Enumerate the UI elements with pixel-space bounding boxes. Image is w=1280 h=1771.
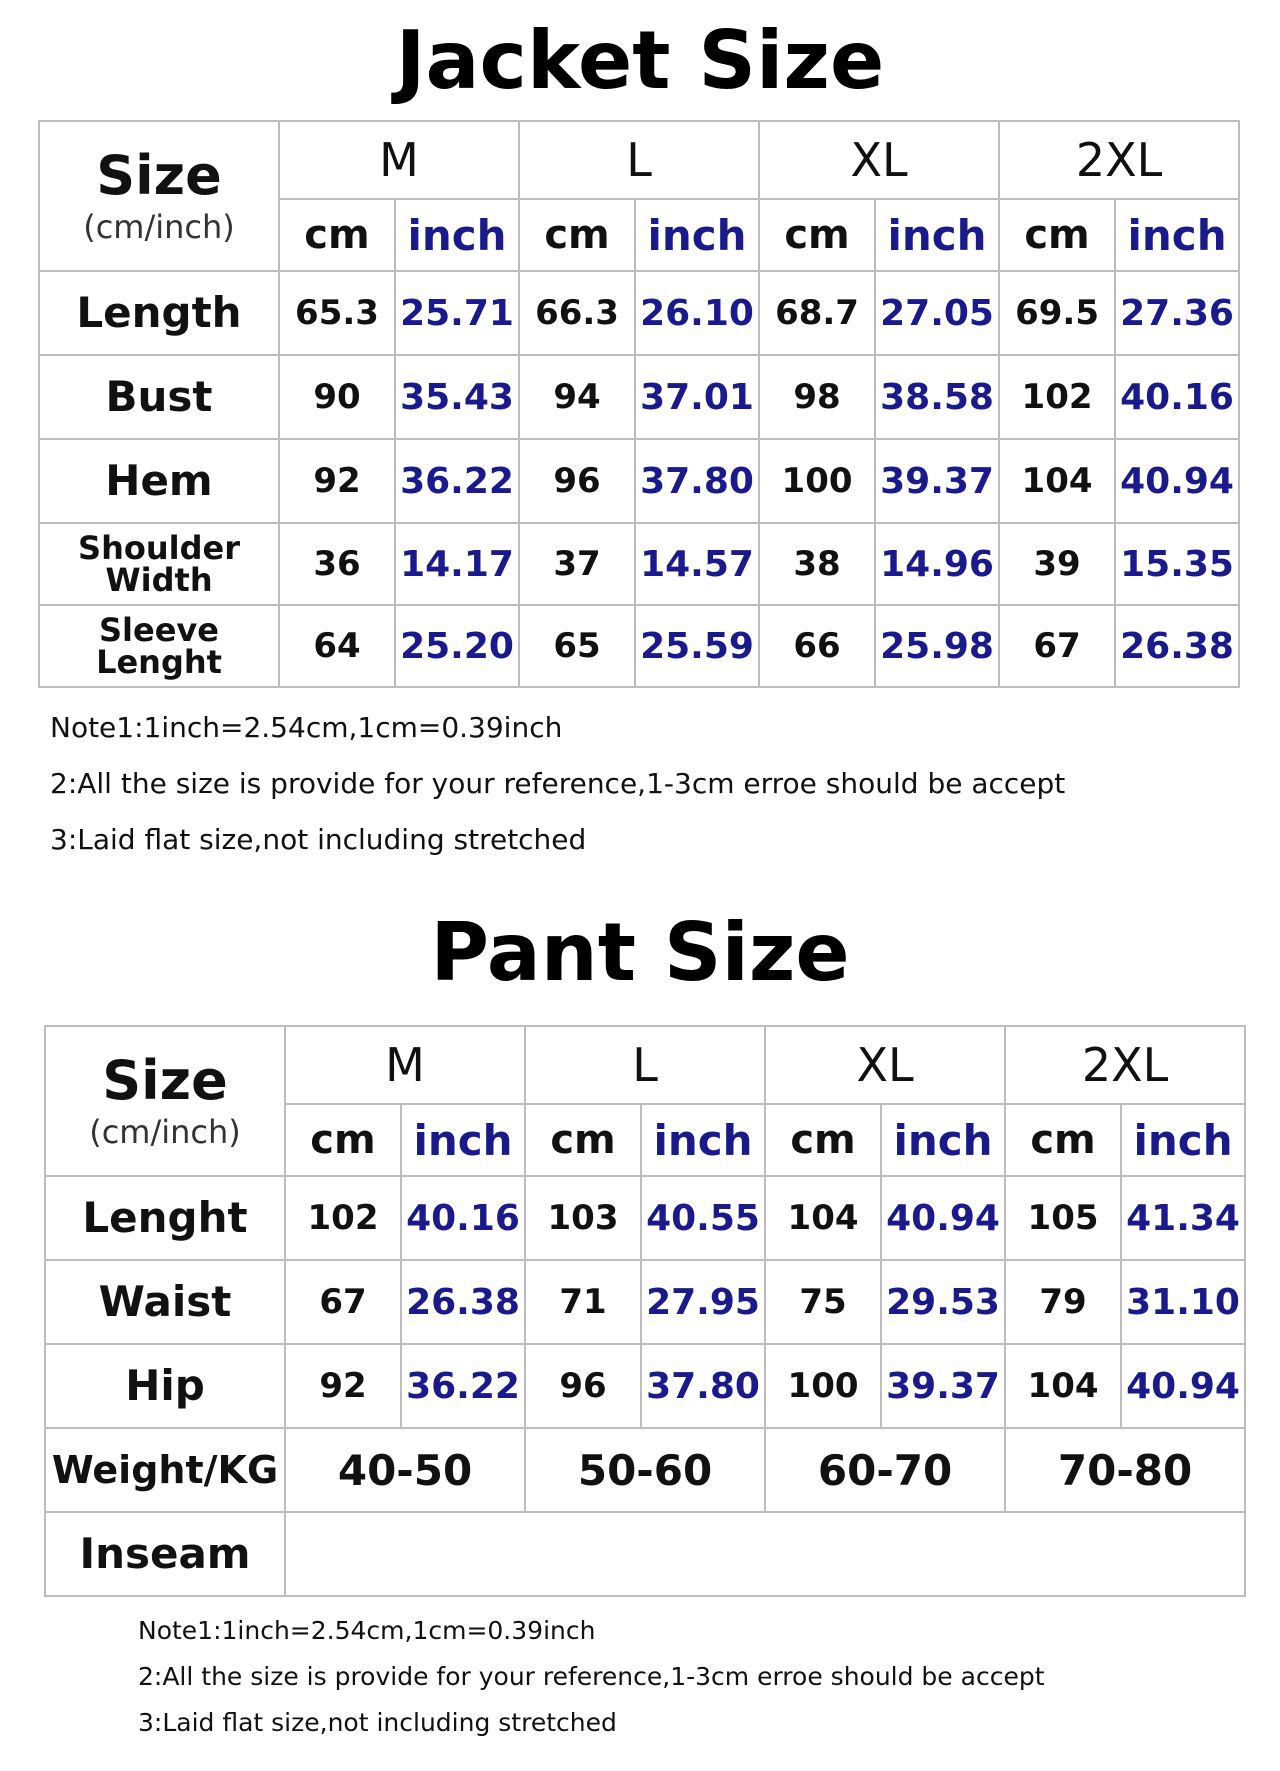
inch-value: 14.17 xyxy=(395,523,519,605)
cm-value: 92 xyxy=(279,439,395,523)
cm-value: 105 xyxy=(1005,1176,1121,1260)
size-header-cell xyxy=(45,1026,285,1176)
note-line: 3:Laid flat size,not including stretched xyxy=(138,1708,617,1737)
row-label: Weight/KG xyxy=(45,1428,285,1512)
size-unit-label: (cm/inch) xyxy=(83,207,235,246)
inch-value: 25.20 xyxy=(395,605,519,687)
size-header-cell xyxy=(39,121,279,271)
inch-value: 39.37 xyxy=(881,1344,1005,1428)
note-line: Note1:1inch=2.54cm,1cm=0.39inch xyxy=(138,1616,596,1645)
size-column-m: M xyxy=(279,121,519,199)
cm-value: 65.3 xyxy=(279,271,395,355)
cm-value: 67 xyxy=(999,605,1115,687)
inch-value: 26.10 xyxy=(635,271,759,355)
row-label: Length xyxy=(39,271,279,355)
unit-cm-header: cm xyxy=(759,199,875,271)
table-row xyxy=(39,439,1239,523)
cm-value: 67 xyxy=(285,1260,401,1344)
cm-value: 38 xyxy=(759,523,875,605)
cm-value: 92 xyxy=(285,1344,401,1428)
inch-value: 31.10 xyxy=(1121,1260,1245,1344)
size-header-label: Size xyxy=(96,143,222,207)
note-line: 2:All the size is provide for your reference,1-3cm erroe should be accept xyxy=(138,1662,1045,1691)
table-row xyxy=(39,605,1239,687)
pant-size-title: Pant Size xyxy=(430,906,850,999)
table-row xyxy=(45,1260,1245,1344)
inch-value: 40.16 xyxy=(401,1176,525,1260)
table-row xyxy=(45,1176,1245,1260)
row-label: Hip xyxy=(45,1344,285,1428)
size-column-m: M xyxy=(285,1026,525,1104)
table-row xyxy=(45,1344,1245,1428)
cm-value: 103 xyxy=(525,1176,641,1260)
inch-value: 27.05 xyxy=(875,271,999,355)
unit-cm-header: cm xyxy=(519,199,635,271)
row-label: Shoulder Width xyxy=(39,523,279,605)
inch-value: 40.94 xyxy=(1115,439,1239,523)
weight-value: 60-70 xyxy=(765,1428,1005,1512)
weight-value: 70-80 xyxy=(1005,1428,1245,1512)
cm-value: 36 xyxy=(279,523,395,605)
inch-value: 40.94 xyxy=(1121,1344,1245,1428)
unit-cm-header: cm xyxy=(765,1104,881,1176)
inch-value: 39.37 xyxy=(875,439,999,523)
inch-value: 36.22 xyxy=(395,439,519,523)
unit-inch-header: inch xyxy=(881,1104,1005,1176)
cm-value: 102 xyxy=(999,355,1115,439)
unit-cm-header: cm xyxy=(279,199,395,271)
inch-value: 40.16 xyxy=(1115,355,1239,439)
unit-inch-header: inch xyxy=(641,1104,765,1176)
cm-value: 75 xyxy=(765,1260,881,1344)
cm-value: 104 xyxy=(999,439,1115,523)
inch-value: 14.57 xyxy=(635,523,759,605)
size-column-xl: XL xyxy=(765,1026,1005,1104)
unit-inch-header: inch xyxy=(1121,1104,1245,1176)
cm-value: 69.5 xyxy=(999,271,1115,355)
inch-value: 37.80 xyxy=(635,439,759,523)
size-column-l: L xyxy=(519,121,759,199)
row-label: Inseam xyxy=(45,1512,285,1596)
pant-size-table xyxy=(44,1025,1246,1597)
table-row xyxy=(39,355,1239,439)
inch-value: 40.55 xyxy=(641,1176,765,1260)
inch-value: 27.36 xyxy=(1115,271,1239,355)
inch-value: 26.38 xyxy=(1115,605,1239,687)
pant-notes xyxy=(138,1616,1045,1754)
unit-cm-header: cm xyxy=(525,1104,641,1176)
cm-value: 98 xyxy=(759,355,875,439)
cm-value: 100 xyxy=(765,1344,881,1428)
cm-value: 71 xyxy=(525,1260,641,1344)
row-label: Waist xyxy=(45,1260,285,1344)
table-row xyxy=(39,271,1239,355)
cm-value: 66 xyxy=(759,605,875,687)
size-column-l: L xyxy=(525,1026,765,1104)
cm-value: 104 xyxy=(1005,1344,1121,1428)
inch-value: 36.22 xyxy=(401,1344,525,1428)
row-label: Lenght xyxy=(45,1176,285,1260)
cm-value: 37 xyxy=(519,523,635,605)
unit-inch-header: inch xyxy=(875,199,999,271)
cm-value: 90 xyxy=(279,355,395,439)
unit-inch-header: inch xyxy=(395,199,519,271)
jacket-size-title: Jacket Size xyxy=(395,14,885,107)
cm-value: 39 xyxy=(999,523,1115,605)
cm-value: 100 xyxy=(759,439,875,523)
inch-value: 37.01 xyxy=(635,355,759,439)
cm-value: 64 xyxy=(279,605,395,687)
size-column-2xl: 2XL xyxy=(1005,1026,1245,1104)
inseam-value-cell xyxy=(285,1512,1245,1596)
inch-value: 40.94 xyxy=(881,1176,1005,1260)
size-unit-label: (cm/inch) xyxy=(89,1112,241,1151)
inch-value: 41.34 xyxy=(1121,1176,1245,1260)
cm-value: 65 xyxy=(519,605,635,687)
table-row xyxy=(39,523,1239,605)
inch-value: 35.43 xyxy=(395,355,519,439)
cm-value: 104 xyxy=(765,1176,881,1260)
inch-value: 14.96 xyxy=(875,523,999,605)
weight-value: 50-60 xyxy=(525,1428,765,1512)
inch-value: 37.80 xyxy=(641,1344,765,1428)
cm-value: 66.3 xyxy=(519,271,635,355)
unit-inch-header: inch xyxy=(635,199,759,271)
cm-value: 94 xyxy=(519,355,635,439)
cm-value: 102 xyxy=(285,1176,401,1260)
note-line: 2:All the size is provide for your reference,1-3cm erroe should be accept xyxy=(50,767,1066,800)
size-header-label: Size xyxy=(102,1048,228,1112)
unit-inch-header: inch xyxy=(401,1104,525,1176)
inch-value: 27.95 xyxy=(641,1260,765,1344)
note-line: Note1:1inch=2.54cm,1cm=0.39inch xyxy=(50,711,563,744)
jacket-size-table xyxy=(38,120,1240,688)
weight-row xyxy=(45,1428,1245,1512)
cm-value: 79 xyxy=(1005,1260,1121,1344)
row-label: Bust xyxy=(39,355,279,439)
inch-value: 38.58 xyxy=(875,355,999,439)
size-column-xl: XL xyxy=(759,121,999,199)
inch-value: 29.53 xyxy=(881,1260,1005,1344)
unit-cm-header: cm xyxy=(999,199,1115,271)
cm-value: 96 xyxy=(525,1344,641,1428)
row-label: Sleeve Lenght xyxy=(39,605,279,687)
inch-value: 25.71 xyxy=(395,271,519,355)
inseam-row xyxy=(45,1512,1245,1596)
inch-value: 15.35 xyxy=(1115,523,1239,605)
unit-cm-header: cm xyxy=(285,1104,401,1176)
weight-value: 40-50 xyxy=(285,1428,525,1512)
cm-value: 68.7 xyxy=(759,271,875,355)
inch-value: 26.38 xyxy=(401,1260,525,1344)
row-label: Hem xyxy=(39,439,279,523)
unit-cm-header: cm xyxy=(1005,1104,1121,1176)
cm-value: 96 xyxy=(519,439,635,523)
inch-value: 25.59 xyxy=(635,605,759,687)
unit-inch-header: inch xyxy=(1115,199,1239,271)
size-column-2xl: 2XL xyxy=(999,121,1239,199)
inch-value: 25.98 xyxy=(875,605,999,687)
note-line: 3:Laid flat size,not including stretched xyxy=(50,823,587,856)
jacket-notes xyxy=(50,711,1065,879)
